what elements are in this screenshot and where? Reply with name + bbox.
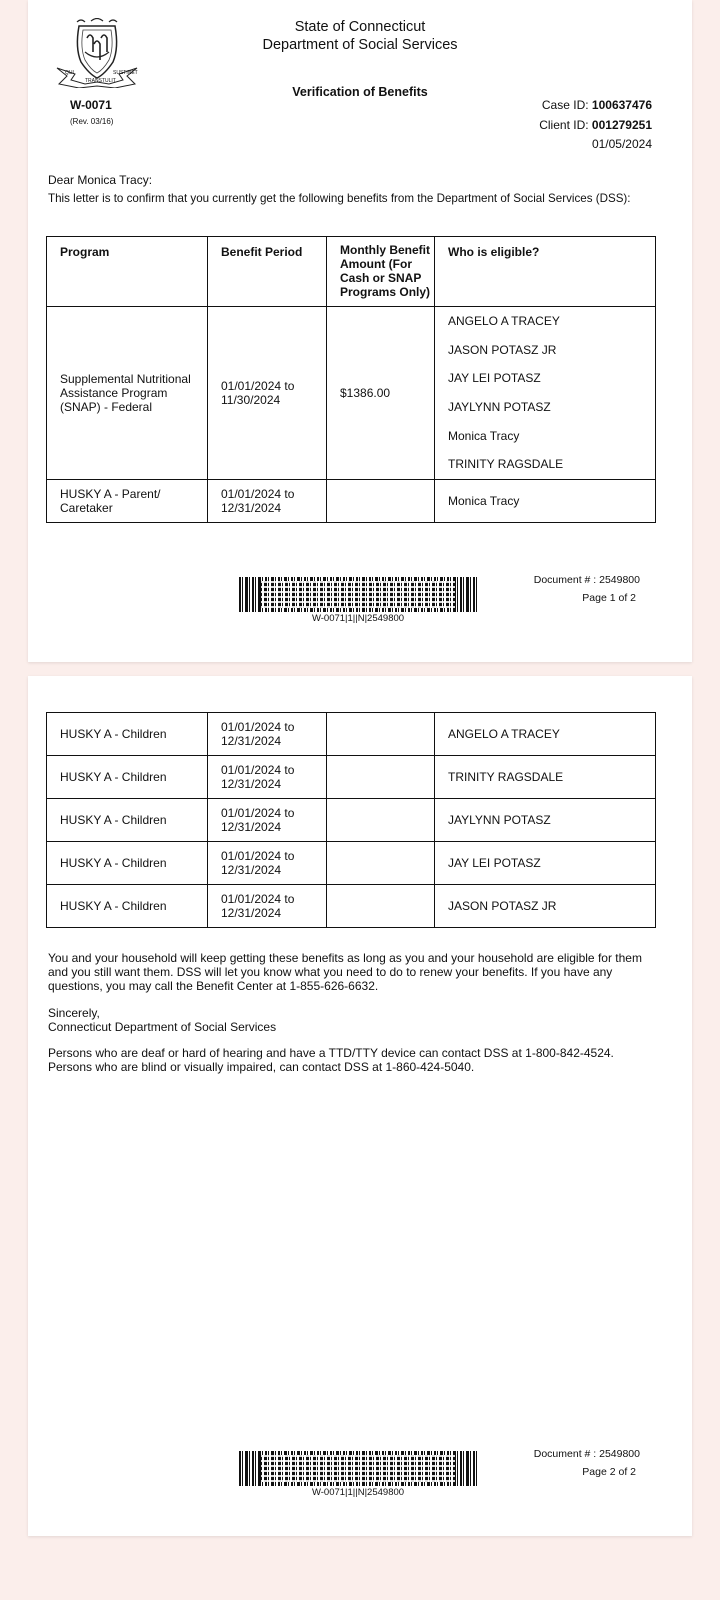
salutation: Dear Monica Tracy:	[48, 173, 153, 187]
signature: Connecticut Department of Social Services	[48, 1020, 277, 1034]
barcode-text: W-0071|1||N|2549800	[311, 1487, 405, 1498]
eligible-person: Monica Tracy	[448, 428, 520, 443]
amount-cell	[327, 756, 435, 799]
eligible-person: JASON POTASZ JR	[448, 342, 557, 357]
header-benefit-period: Benefit Period	[208, 237, 327, 307]
program-cell: HUSKY A - Children	[47, 713, 208, 756]
table-row	[47, 799, 656, 842]
page-number: Page 2 of 2	[582, 1466, 636, 1478]
eligible-person: JAY LEI POTASZ	[448, 371, 541, 386]
period-cell: 01/01/2024 to 12/31/2024	[208, 713, 327, 756]
state-name: State of Connecticut	[294, 19, 426, 35]
period-cell: 01/01/2024 to 12/31/2024	[208, 885, 327, 928]
table-row	[47, 307, 656, 480]
period-cell: 01/01/2024 to 12/31/2024	[208, 799, 327, 842]
case-id-label: Case ID:	[541, 98, 589, 112]
eligible-cell: JASON POTASZ JR	[435, 885, 656, 928]
eligible-cell: TRINITY RAGSDALE	[435, 756, 656, 799]
eligible-cell: Monica Tracy	[435, 480, 656, 523]
form-number: W-0071	[70, 98, 112, 112]
amount-cell: $1386.00	[327, 307, 435, 480]
eligible-cell: JAY LEI POTASZ	[435, 842, 656, 885]
letter-title: Verification of Benefits	[292, 85, 428, 99]
eligible-person: TRINITY RAGSDALE	[448, 457, 564, 472]
table-row	[47, 885, 656, 928]
amount-cell	[327, 799, 435, 842]
barcode-image	[239, 1451, 477, 1486]
page-number: Page 1 of 2	[582, 592, 636, 604]
letter-page-1	[28, 0, 692, 662]
eligible-cell: JAYLYNN POTASZ	[435, 799, 656, 842]
header-monthly-amount: Monthly Benefit Amount (For Cash or SNAP Programs Only)	[327, 237, 435, 307]
seal-ribbon-text-right: SUSTINET	[113, 70, 138, 76]
barcode-text: W-0071|1||N|2549800	[311, 613, 405, 624]
period-cell: 01/01/2024 to 12/31/2024	[208, 842, 327, 885]
seal-ribbon-text-mid: TRANSTULIT	[85, 78, 116, 84]
table-header-row	[47, 237, 656, 307]
seal-ribbon-text-left: QUI	[65, 70, 74, 76]
program-cell: HUSKY A - Children	[47, 842, 208, 885]
program-cell: HUSKY A - Children	[47, 756, 208, 799]
amount-cell	[327, 480, 435, 523]
form-revision: (Rev. 03/16)	[70, 117, 114, 126]
client-id-label: Client ID:	[539, 118, 589, 132]
case-id-value: 100637476	[591, 98, 652, 112]
table-row	[47, 842, 656, 885]
client-id-line	[432, 118, 652, 132]
letter-page-2	[28, 676, 692, 1536]
amount-cell	[327, 885, 435, 928]
program-cell: Supplemental Nutritional Assistance Program (SNAP) - Federal	[47, 307, 208, 480]
document-number: Document # : 2549800	[533, 574, 640, 586]
amount-cell	[327, 842, 435, 885]
eligible-person: ANGELO A TRACEY	[448, 314, 560, 328]
program-cell: HUSKY A - Children	[47, 885, 208, 928]
eligible-cell	[435, 307, 656, 480]
period-cell: 01/01/2024 to 11/30/2024	[208, 307, 327, 480]
document-number: Document # : 2549800	[533, 1448, 640, 1460]
letter-date: 01/05/2024	[591, 137, 652, 151]
state-seal-icon	[55, 18, 139, 88]
eligible-cell: ANGELO A TRACEY	[435, 713, 656, 756]
client-id-value: 001279251	[591, 118, 652, 132]
eligible-person: JAYLYNN POTASZ	[448, 400, 551, 415]
blind-contact: Persons who are blind or visually impaired, can contact DSS at 1-860-424-5040.	[48, 1060, 475, 1074]
header-who-eligible: Who is eligible?	[435, 237, 656, 307]
period-cell: 01/01/2024 to 12/31/2024	[208, 756, 327, 799]
intro-text: This letter is to confirm that you currently get the following benefits from the Department of Social Services (DSS):	[48, 192, 631, 205]
amount-cell	[327, 713, 435, 756]
program-cell: HUSKY A - Children	[47, 799, 208, 842]
period-cell: 01/01/2024 to 12/31/2024	[208, 480, 327, 523]
header-program: Program	[47, 237, 208, 307]
table-row	[47, 713, 656, 756]
closing-paragraph: You and your household will keep getting these benefits as long as you and your household are eligible for them and you still want them. DSS will let you know what you need to do to renew your benefits. If you have any questions, you may call the Benefit Center at 1-855-626-6632.	[48, 951, 642, 993]
tty-contact: Persons who are deaf or hard of hearing and have a TTD/TTY device can contact DSS at 1-800-842-4524.	[48, 1046, 614, 1060]
barcode-image	[239, 577, 477, 612]
department-name: Department of Social Services	[262, 37, 458, 53]
program-cell: HUSKY A - Parent/ Caretaker	[47, 480, 208, 523]
benefits-table	[46, 236, 656, 523]
sincerely: Sincerely,	[48, 1006, 100, 1020]
table-row	[47, 756, 656, 799]
table-row	[47, 480, 656, 523]
case-id-line	[432, 98, 652, 112]
benefits-table-continued	[46, 712, 656, 928]
